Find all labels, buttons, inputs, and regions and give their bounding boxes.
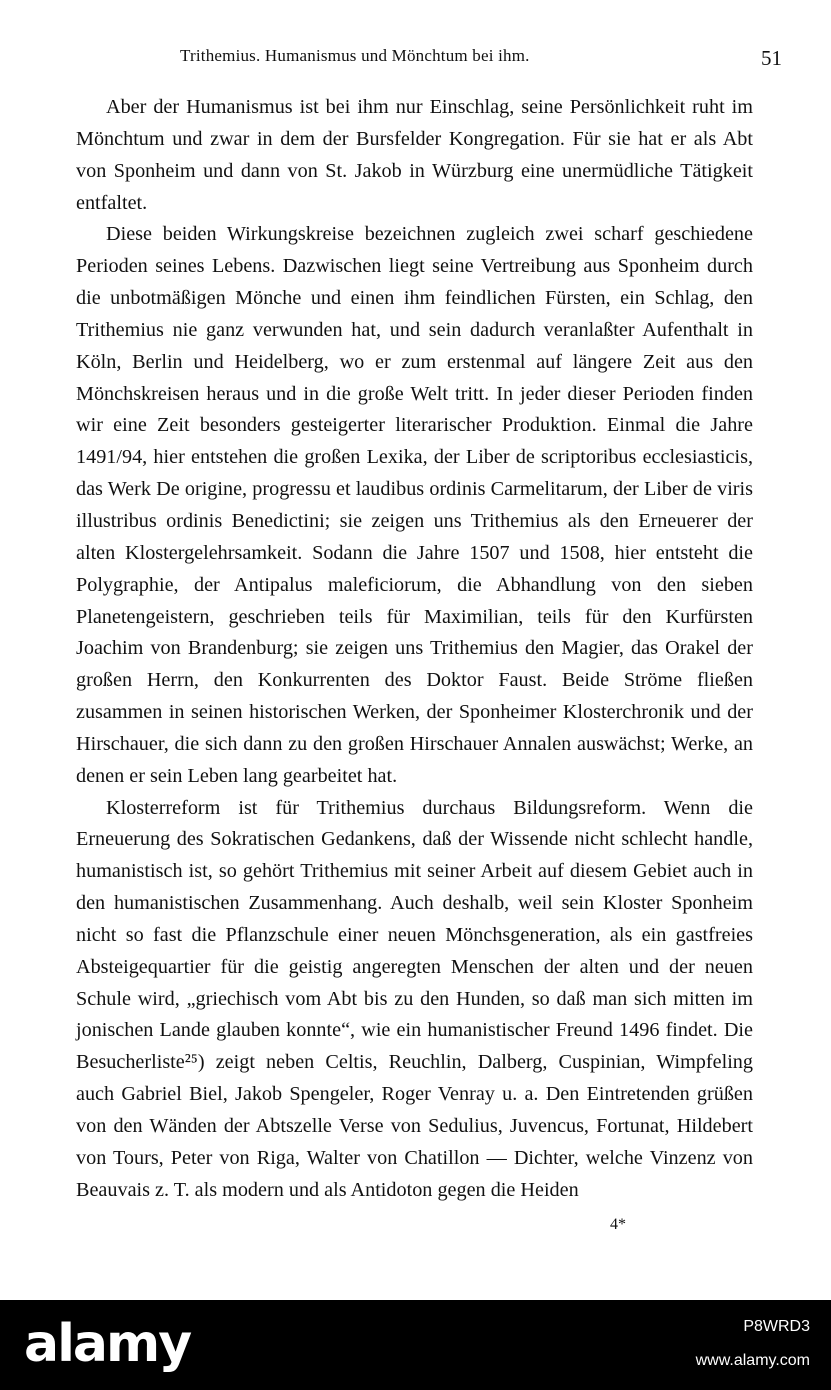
paragraph: Klosterreform ist für Trithemius durchaus Bildungsreform. Wenn die Erneuerung des Sokratischen Gedankens, daß der Wissende nicht schlecht handle, humanistisch ist, so gehört Trithemius mit seiner Arbeit auf diesem Gebiet auch in den humanistischen Zusammenhang. Auch deshalb, weil sein Kloster Sponheim nicht so fast die Pflanzschule einer neuen Mönchsgeneration, als ein gastfreies Absteigequartier für die geistig angeregten Menschen der alten und der neuen Schule wird, „griechisch vom Abt bis zu den Hunden, so daß man sich mitten im jonischen Lande glauben konnte“, wie ein humanistischer Freund 1496 findet. Die Besucherliste²⁵) zeigt neben Celtis, Reuchlin, Dalberg, Cuspinian, Wimpfeling auch Gabriel Biel, Jakob Spengeler, Roger Venray u. a. Den Eintretenden grüßen von den Wänden der Abtszelle Verse von Sedulius, Juvencus, Fortunat, Hildebert von Tours, Peter von Riga, Walter von Chatillon — Dichter, welche Vinzenz von Beauvais z. T. als modern und als Antidoton gegen die Heiden: [76, 796, 753, 1201]
alamy-logo: alamy: [24, 1314, 191, 1374]
running-title: Trithemius. Humanismus und Mönchtum bei ihm.: [180, 46, 530, 65]
image-id: P8WRD3: [743, 1318, 810, 1335]
paragraph: Diese beiden Wirkungskreise bezeichnen zugleich zwei scharf geschiedene Perioden seines Lebens. Dazwischen liegt seine Vertreibung aus Sponheim durch die unbotmäßigen Mönche und einen ihm feindlichen Fürsten, ein Schlag, den Trithemius nie ganz verwunden hat, und sein dadurch veranlaßter Aufenthalt in Köln, Berlin und Heidelberg, wo er zum erstenmal auf längere Zeit aus den Mönchskreisen heraus und in die große Welt tritt. In jeder dieser Perioden finden wir eine Zeit besonders gesteigerter literarischer Produktion. Einmal die Jahre 1491/94, hier entstehen die großen Lexika, der Liber de scriptoribus ecclesiasticis, das Werk De origine, progressu et laudibus ordinis Carmelitarum, der Liber de viris illustribus ordinis Benedictini; sie zeigen uns Trithemius als den Erneuerer der alten Klostergelehrsamkeit. Sodann die Jahre 1507 und 1508, hier entsteht die Polygraphie, der Antipalus maleficiorum, die Abhandlung von den sieben Planetengeistern, geschrieben teils für Maximilian, teils für den Kurfürsten Joachim von Brandenburg; sie zeigen uns Trithemius den Magier, das Orakel der großen Herrn, den Konkurrenten des Doktor Faust. Beide Ströme fließen zusammen in seinen historischen Werken, der Sponheimer Klosterchronik und der Hirschauer, die sich dann zu den großen Hirschauer Annalen auswächst; Werke, an denen er sein Leben lang gearbeitet hat.: [76, 223, 753, 787]
body-text: [76, 92, 753, 1207]
watermark-footer: [0, 1300, 831, 1390]
signature-mark: 4*: [610, 1216, 626, 1233]
paragraph: Aber der Humanismus ist bei ihm nur Einschlag, seine Persönlichkeit ruht im Mönchtum und zwar in dem der Bursfelder Kongregation. Für sie hat er als Abt von Sponheim und dann von St. Jakob in Würzburg eine unermüdliche Tätigkeit entfaltet.: [76, 96, 753, 214]
footer-url: www.alamy.com: [695, 1352, 810, 1369]
page-number: 51: [761, 46, 782, 70]
